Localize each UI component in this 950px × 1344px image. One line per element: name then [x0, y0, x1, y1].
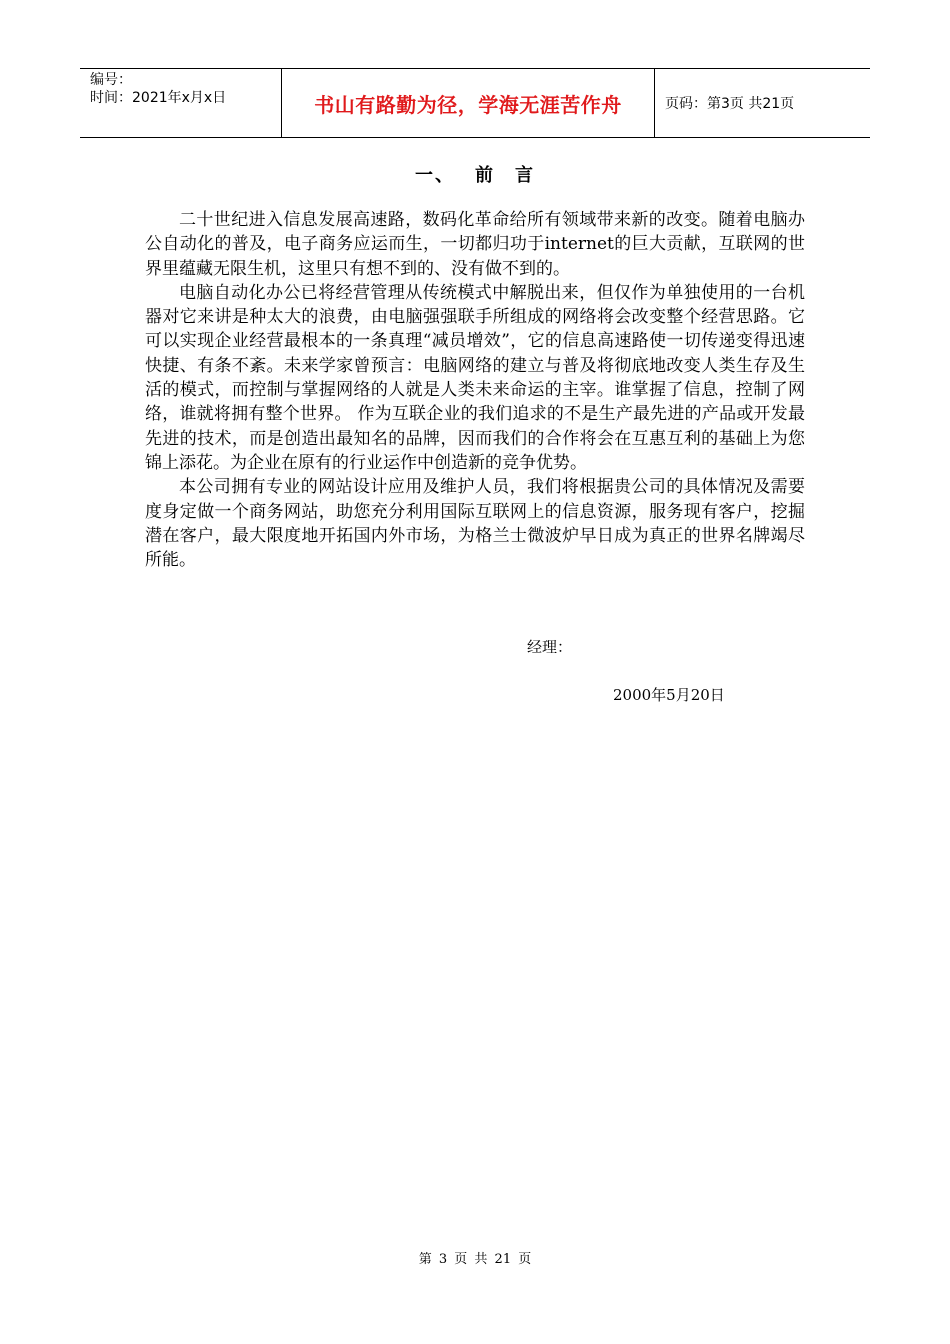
header-page-info: 页码：第3页 共21页	[665, 96, 795, 112]
signature-label: 经理：	[527, 638, 573, 656]
header-meta	[80, 69, 282, 137]
section-title-char-1: 前	[475, 165, 495, 186]
document-date: 2000年5月20日	[613, 686, 725, 704]
section-number: 一、	[415, 165, 455, 186]
section-title	[0, 161, 950, 187]
document-number-label: 编号：	[90, 72, 132, 88]
page-footer: 第 3 页 共 21 页	[418, 1252, 532, 1267]
paragraph: 本公司拥有专业的网站设计应用及维护人员，我们将根据贵公司的具体情况及需要度身定做一个商务网站，助您充分利用国际互联网上的信息资源，服务现有客户，挖掘潜在客户，最大限度地开拓国内外市场，为格兰士微波炉早日成为真正的世界名牌竭尽所能。	[145, 477, 805, 571]
section-title-char-2: 言	[515, 165, 535, 186]
paragraph: 二十世纪进入信息发展高速路，数码化革命给所有领域带来新的改变。随着电脑办公自动化的普及，电子商务应运而生，一切都归功于internet的巨大贡献，互联网的世界里蕴藏无限生机，这里只有想不到的、没有做不到的。	[145, 210, 805, 279]
header-motto: 书山有路勤为径，学海无涯苦作舟	[282, 69, 655, 137]
paragraph: 电脑自动化办公已将经营管理从传统模式中解脱出来，但仅作为单独使用的一台机器对它来讲是种太大的浪费，由电脑强强联手所组成的网络将会改变整个经营思路。它可以实现企业经营最根本的一条真理“减员增效”，它的信息高速路使一切传递变得迅速快捷、有条不紊。未来学家曾预言：电脑网络的建立与普及将彻底地改变人类生存及生活的模式，而控制与掌握网络的人就是人类未来命运的主宰。谁掌握了信息，控制了网络，谁就将拥有整个世界。 作为互联企业的我们追求的不是生产最先进的产品或开发最先进的技术，而是创造出最知名的品牌，因而我们的合作将会在互惠互利的基础上为您锦上添花。为企业在原有的行业运作中创造新的竞争优势。	[145, 282, 805, 473]
document-time-label: 时间：2021年x月x日	[90, 90, 227, 106]
page-header	[80, 68, 870, 138]
body-text	[145, 208, 805, 572]
